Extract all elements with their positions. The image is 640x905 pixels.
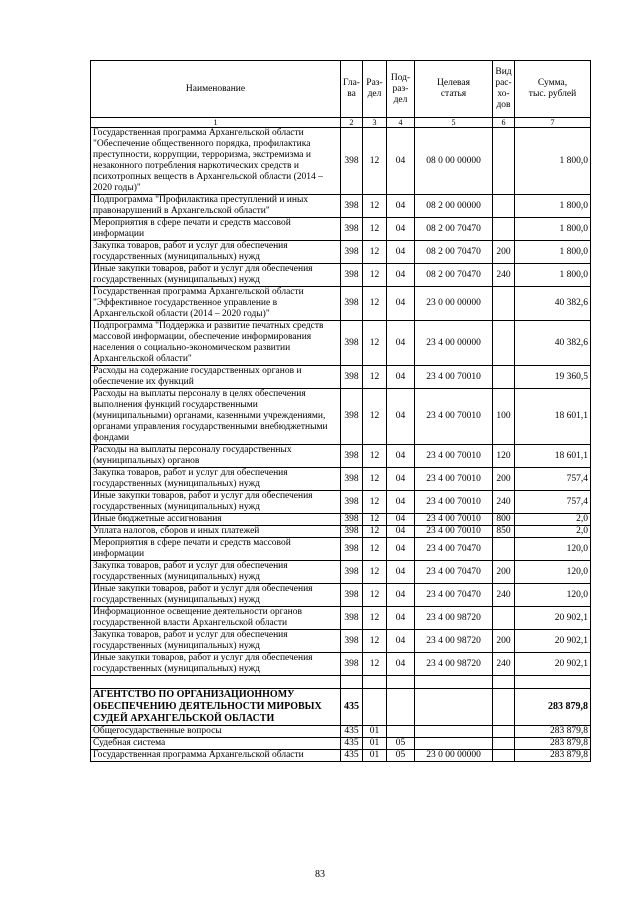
cell-glava: 398 bbox=[341, 321, 363, 366]
page-number: 83 bbox=[315, 869, 325, 880]
table-row bbox=[91, 738, 591, 750]
cell-target: 23 4 00 70470 bbox=[415, 538, 493, 561]
cell-sum: 1 800,0 bbox=[515, 218, 591, 241]
cell-glava: 398 bbox=[341, 241, 363, 264]
cell-glava: 398 bbox=[341, 584, 363, 607]
cell-target: 23 4 00 70010 bbox=[415, 389, 493, 445]
cell-vid bbox=[493, 287, 515, 321]
header-sum: Сумма, тыс. рублей bbox=[515, 61, 591, 118]
cell-vid: 240 bbox=[493, 491, 515, 514]
cell-razdel bbox=[363, 689, 387, 726]
cell-vid: 200 bbox=[493, 630, 515, 653]
cell-podrazdel: 04 bbox=[387, 445, 415, 468]
cell-target: 23 0 00 00000 bbox=[415, 750, 493, 762]
cell-sum: 20 902,1 bbox=[515, 653, 591, 676]
cell-name: Уплата налогов, сборов и иных платежей bbox=[91, 526, 341, 538]
cell-razdel: 12 bbox=[363, 526, 387, 538]
cell-razdel: 12 bbox=[363, 538, 387, 561]
table-body bbox=[91, 128, 591, 762]
cell-target: 08 2 00 70470 bbox=[415, 241, 493, 264]
cell-razdel: 12 bbox=[363, 491, 387, 514]
cell-name: АГЕНТСТВО ПО ОРГАНИЗАЦИОННОМУ ОБЕСПЕЧЕНИЮ ДЕЯТЕЛЬНОСТИ МИРОВЫХ СУДЕЙ АРХАНГЕЛЬСКОЙ ОБЛАСТИ bbox=[91, 689, 341, 726]
cell-vid bbox=[493, 738, 515, 750]
table-row bbox=[91, 726, 591, 738]
table-row bbox=[91, 241, 591, 264]
cell-vid bbox=[493, 366, 515, 389]
cell-target: 23 4 00 98720 bbox=[415, 630, 493, 653]
table-row bbox=[91, 689, 591, 726]
cell-target: 23 4 00 98720 bbox=[415, 653, 493, 676]
cell-glava: 398 bbox=[341, 514, 363, 526]
header-vid: Вид рас- хо- дов bbox=[493, 61, 515, 118]
cell-vid bbox=[493, 195, 515, 218]
cell-podrazdel bbox=[387, 726, 415, 738]
cell-sum: 283 879,8 bbox=[515, 726, 591, 738]
cell-name: Государственная программа Архангельской области "Эффективное государственное управление в Архангельской области (2014 – 2020 годы)" bbox=[91, 287, 341, 321]
cell-sum: 2,0 bbox=[515, 526, 591, 538]
cell-vid: 240 bbox=[493, 653, 515, 676]
cell-target: 23 4 00 70010 bbox=[415, 526, 493, 538]
cell-podrazdel: 04 bbox=[387, 321, 415, 366]
cell-razdel: 12 bbox=[363, 389, 387, 445]
cell-podrazdel: 04 bbox=[387, 389, 415, 445]
column-number-row bbox=[91, 118, 591, 128]
table-row bbox=[91, 195, 591, 218]
cell-glava: 435 bbox=[341, 689, 363, 726]
cell-podrazdel bbox=[387, 689, 415, 726]
cell-vid: 800 bbox=[493, 514, 515, 526]
cell-name: Расходы на выплаты персоналу государственных (муниципальных) органов bbox=[91, 445, 341, 468]
cell-glava: 398 bbox=[341, 264, 363, 287]
cell-podrazdel: 05 bbox=[387, 738, 415, 750]
cell-sum: 40 382,6 bbox=[515, 321, 591, 366]
cell-glava: 435 bbox=[341, 726, 363, 738]
cell-target: 23 4 00 70010 bbox=[415, 366, 493, 389]
cell-glava: 398 bbox=[341, 445, 363, 468]
cell-glava: 398 bbox=[341, 287, 363, 321]
cell-glava: 398 bbox=[341, 653, 363, 676]
table-row bbox=[91, 287, 591, 321]
column-number: 1 bbox=[91, 118, 341, 128]
cell-razdel: 01 bbox=[363, 738, 387, 750]
table-row bbox=[91, 264, 591, 287]
cell-razdel bbox=[363, 676, 387, 689]
cell-glava: 398 bbox=[341, 128, 363, 195]
cell-sum: 120,0 bbox=[515, 584, 591, 607]
cell-razdel: 12 bbox=[363, 218, 387, 241]
cell-glava: 435 bbox=[341, 738, 363, 750]
cell-target: 23 4 00 70010 bbox=[415, 445, 493, 468]
cell-vid: 120 bbox=[493, 445, 515, 468]
cell-podrazdel: 04 bbox=[387, 195, 415, 218]
cell-podrazdel: 05 bbox=[387, 750, 415, 762]
cell-podrazdel: 04 bbox=[387, 561, 415, 584]
cell-razdel: 01 bbox=[363, 750, 387, 762]
cell-podrazdel bbox=[387, 676, 415, 689]
cell-glava: 398 bbox=[341, 538, 363, 561]
cell-razdel: 12 bbox=[363, 264, 387, 287]
cell-name: Государственная программа Архангельской области bbox=[91, 750, 341, 762]
table-row bbox=[91, 607, 591, 630]
cell-sum: 120,0 bbox=[515, 538, 591, 561]
cell-sum: 18 601,1 bbox=[515, 389, 591, 445]
cell-sum: 20 902,1 bbox=[515, 607, 591, 630]
cell-razdel: 01 bbox=[363, 726, 387, 738]
cell-target: 23 4 00 00000 bbox=[415, 321, 493, 366]
cell-vid bbox=[493, 607, 515, 630]
cell-target: 08 2 00 70470 bbox=[415, 218, 493, 241]
cell-podrazdel: 04 bbox=[387, 491, 415, 514]
table-row bbox=[91, 584, 591, 607]
cell-name: Иные закупки товаров, работ и услуг для обеспечения государственных (муниципальных) нужд bbox=[91, 491, 341, 514]
header-name: Наименование bbox=[91, 61, 341, 118]
cell-target: 08 0 00 00000 bbox=[415, 128, 493, 195]
cell-vid bbox=[493, 689, 515, 726]
cell-glava: 398 bbox=[341, 607, 363, 630]
cell-name: Информационное освещение деятельности органов государственной власти Архангельской области bbox=[91, 607, 341, 630]
column-number: 4 bbox=[387, 118, 415, 128]
spacer-row bbox=[91, 676, 591, 689]
cell-sum: 757,4 bbox=[515, 491, 591, 514]
cell-name bbox=[91, 676, 341, 689]
cell-sum: 283 879,8 bbox=[515, 738, 591, 750]
cell-name: Иные закупки товаров, работ и услуг для обеспечения государственных (муниципальных) нужд bbox=[91, 264, 341, 287]
table-row bbox=[91, 366, 591, 389]
cell-glava: 398 bbox=[341, 218, 363, 241]
cell-sum: 283 879,8 bbox=[515, 750, 591, 762]
cell-vid bbox=[493, 750, 515, 762]
cell-vid bbox=[493, 218, 515, 241]
cell-name: Иные закупки товаров, работ и услуг для обеспечения государственных (муниципальных) нужд bbox=[91, 584, 341, 607]
cell-name: Закупка товаров, работ и услуг для обеспечения государственных (муниципальных) нужд bbox=[91, 630, 341, 653]
cell-name: Закупка товаров, работ и услуг для обеспечения государственных (муниципальных) нужд bbox=[91, 241, 341, 264]
cell-razdel: 12 bbox=[363, 366, 387, 389]
cell-razdel: 12 bbox=[363, 195, 387, 218]
cell-razdel: 12 bbox=[363, 653, 387, 676]
cell-vid: 850 bbox=[493, 526, 515, 538]
header-target: Целевая статья bbox=[415, 61, 493, 118]
table-row bbox=[91, 561, 591, 584]
cell-razdel: 12 bbox=[363, 607, 387, 630]
cell-target: 23 4 00 70010 bbox=[415, 468, 493, 491]
cell-sum: 757,4 bbox=[515, 468, 591, 491]
cell-target bbox=[415, 676, 493, 689]
cell-glava: 398 bbox=[341, 630, 363, 653]
cell-razdel: 12 bbox=[363, 128, 387, 195]
table-row bbox=[91, 514, 591, 526]
cell-sum: 120,0 bbox=[515, 561, 591, 584]
cell-vid: 200 bbox=[493, 241, 515, 264]
cell-sum: 1 800,0 bbox=[515, 241, 591, 264]
cell-vid bbox=[493, 538, 515, 561]
cell-podrazdel: 04 bbox=[387, 264, 415, 287]
cell-podrazdel: 04 bbox=[387, 241, 415, 264]
cell-vid: 200 bbox=[493, 468, 515, 491]
cell-glava: 398 bbox=[341, 195, 363, 218]
cell-sum: 19 360,5 bbox=[515, 366, 591, 389]
budget-table bbox=[90, 60, 591, 762]
cell-vid bbox=[493, 128, 515, 195]
cell-target bbox=[415, 726, 493, 738]
cell-podrazdel: 04 bbox=[387, 218, 415, 241]
cell-name: Подпрограмма "Поддержка и развитие печатных средств массовой информации, обеспечение информирования населения о социально-экономическом развитии Архангельской области" bbox=[91, 321, 341, 366]
table-row bbox=[91, 750, 591, 762]
cell-target: 23 4 00 70470 bbox=[415, 584, 493, 607]
cell-podrazdel: 04 bbox=[387, 468, 415, 491]
cell-sum: 2,0 bbox=[515, 514, 591, 526]
cell-podrazdel: 04 bbox=[387, 607, 415, 630]
cell-sum: 18 601,1 bbox=[515, 445, 591, 468]
cell-name: Подпрограмма "Профилактика преступлений и иных правонарушений в Архангельской области" bbox=[91, 195, 341, 218]
column-number: 5 bbox=[415, 118, 493, 128]
cell-razdel: 12 bbox=[363, 445, 387, 468]
table-row bbox=[91, 218, 591, 241]
cell-name: Иные закупки товаров, работ и услуг для обеспечения государственных (муниципальных) нужд bbox=[91, 653, 341, 676]
table-row bbox=[91, 653, 591, 676]
header-podrazdel: Под- раз- дел bbox=[387, 61, 415, 118]
cell-razdel: 12 bbox=[363, 321, 387, 366]
cell-vid: 240 bbox=[493, 264, 515, 287]
cell-glava: 398 bbox=[341, 389, 363, 445]
cell-name: Закупка товаров, работ и услуг для обеспечения государственных (муниципальных) нужд bbox=[91, 468, 341, 491]
cell-name: Государственная программа Архангельской области "Обеспечение общественного порядка, профилактика преступности, коррупции, терроризма, экстремизма и незаконного потребления наркотических средств и психотропных веществ в Архангельской области (2014 – 2020 годы)" bbox=[91, 128, 341, 195]
cell-glava: 398 bbox=[341, 561, 363, 584]
cell-name: Закупка товаров, работ и услуг для обеспечения государственных (муниципальных) нужд bbox=[91, 561, 341, 584]
cell-podrazdel: 04 bbox=[387, 584, 415, 607]
cell-glava: 398 bbox=[341, 366, 363, 389]
cell-target: 23 4 00 98720 bbox=[415, 607, 493, 630]
cell-name: Расходы на выплаты персоналу в целях обеспечения выполнения функций государственными (муниципальными) органами, казенными учреждениями, органами управления государственными внебюджетными фондами bbox=[91, 389, 341, 445]
cell-name: Мероприятия в сфере печати и средств массовой информации bbox=[91, 538, 341, 561]
cell-podrazdel: 04 bbox=[387, 538, 415, 561]
cell-sum: 1 800,0 bbox=[515, 264, 591, 287]
table-row bbox=[91, 445, 591, 468]
cell-razdel: 12 bbox=[363, 287, 387, 321]
cell-podrazdel: 04 bbox=[387, 366, 415, 389]
cell-vid: 200 bbox=[493, 561, 515, 584]
cell-podrazdel: 04 bbox=[387, 514, 415, 526]
table-row bbox=[91, 321, 591, 366]
cell-vid bbox=[493, 726, 515, 738]
cell-vid: 240 bbox=[493, 584, 515, 607]
cell-glava: 398 bbox=[341, 491, 363, 514]
column-number: 2 bbox=[341, 118, 363, 128]
column-number: 3 bbox=[363, 118, 387, 128]
cell-sum: 1 800,0 bbox=[515, 195, 591, 218]
cell-target: 23 0 00 00000 bbox=[415, 287, 493, 321]
cell-target: 08 2 00 70470 bbox=[415, 264, 493, 287]
header-row bbox=[91, 61, 591, 118]
table-row bbox=[91, 630, 591, 653]
header-razdel: Раз- дел bbox=[363, 61, 387, 118]
cell-sum: 283 879,8 bbox=[515, 689, 591, 726]
table-row bbox=[91, 389, 591, 445]
table-row bbox=[91, 526, 591, 538]
cell-target: 23 4 00 70470 bbox=[415, 561, 493, 584]
cell-razdel: 12 bbox=[363, 561, 387, 584]
cell-podrazdel: 04 bbox=[387, 526, 415, 538]
cell-name: Мероприятия в сфере печати и средств массовой информации bbox=[91, 218, 341, 241]
cell-vid: 100 bbox=[493, 389, 515, 445]
cell-podrazdel: 04 bbox=[387, 653, 415, 676]
cell-target: 23 4 00 70010 bbox=[415, 491, 493, 514]
cell-razdel: 12 bbox=[363, 584, 387, 607]
cell-podrazdel: 04 bbox=[387, 128, 415, 195]
cell-target bbox=[415, 738, 493, 750]
cell-razdel: 12 bbox=[363, 468, 387, 491]
cell-name: Расходы на содержание государственных органов и обеспечение их функций bbox=[91, 366, 341, 389]
cell-sum: 40 382,6 bbox=[515, 287, 591, 321]
cell-podrazdel: 04 bbox=[387, 287, 415, 321]
cell-sum: 20 902,1 bbox=[515, 630, 591, 653]
cell-podrazdel: 04 bbox=[387, 630, 415, 653]
cell-target: 23 4 00 70010 bbox=[415, 514, 493, 526]
table-row bbox=[91, 128, 591, 195]
cell-sum: 1 800,0 bbox=[515, 128, 591, 195]
table-row bbox=[91, 491, 591, 514]
cell-razdel: 12 bbox=[363, 630, 387, 653]
cell-glava: 398 bbox=[341, 526, 363, 538]
cell-target: 08 2 00 00000 bbox=[415, 195, 493, 218]
cell-razdel: 12 bbox=[363, 241, 387, 264]
budget-page bbox=[90, 60, 590, 762]
cell-glava bbox=[341, 676, 363, 689]
column-number: 6 bbox=[493, 118, 515, 128]
cell-name: Иные бюджетные ассигнования bbox=[91, 514, 341, 526]
cell-name: Судебная система bbox=[91, 738, 341, 750]
cell-vid bbox=[493, 321, 515, 366]
table-row bbox=[91, 468, 591, 491]
cell-vid bbox=[493, 676, 515, 689]
cell-target bbox=[415, 689, 493, 726]
cell-glava: 435 bbox=[341, 750, 363, 762]
column-number: 7 bbox=[515, 118, 591, 128]
cell-name: Общегосударственные вопросы bbox=[91, 726, 341, 738]
cell-sum bbox=[515, 676, 591, 689]
table-row bbox=[91, 538, 591, 561]
cell-glava: 398 bbox=[341, 468, 363, 491]
cell-razdel: 12 bbox=[363, 514, 387, 526]
header-glava: Гла- ва bbox=[341, 61, 363, 118]
